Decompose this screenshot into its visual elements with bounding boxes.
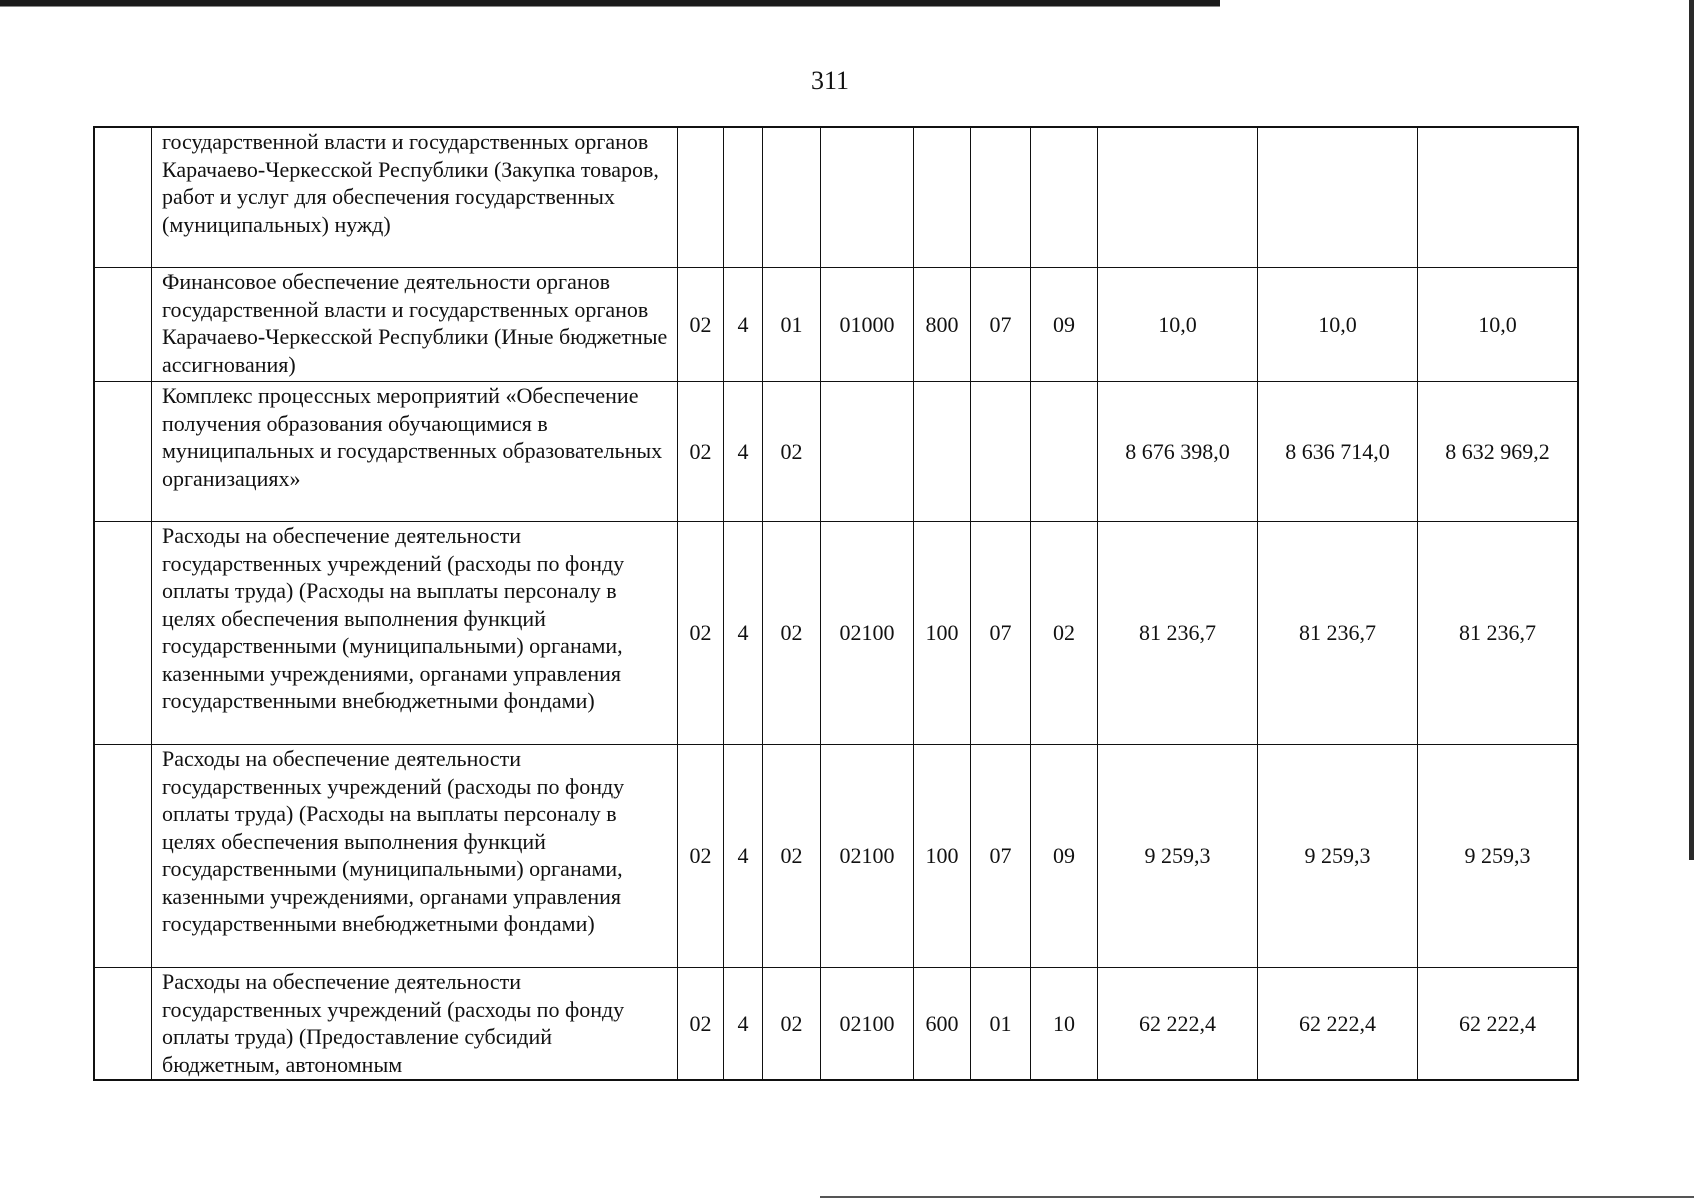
code-complex-cell: 02: [763, 522, 821, 745]
code-expense-type-cell: [914, 127, 971, 268]
amount-cell-2: 10,0: [1258, 268, 1418, 382]
code-direction-cell: [821, 382, 914, 522]
code-type-cell: 4: [724, 382, 763, 522]
amount-cell-3: [1418, 127, 1579, 268]
code-section-cell: [971, 382, 1031, 522]
budget-table: [93, 126, 1579, 1081]
row-name-cell: Расходы на обеспечение деятельности государственных учреждений (расходы по фонду оплаты труда) (Предоставление субсидий бюджетным, автономным: [152, 968, 678, 1081]
code-complex-cell: 02: [763, 745, 821, 968]
code-expense-type-cell: 800: [914, 268, 971, 382]
code-section-cell: 07: [971, 268, 1031, 382]
amount-cell-3: 10,0: [1418, 268, 1579, 382]
code-direction-cell: 02100: [821, 745, 914, 968]
row-index-cell: [94, 382, 152, 522]
code-subsection-cell: 09: [1031, 268, 1098, 382]
code-expense-type-cell: 100: [914, 522, 971, 745]
amount-cell-3: 62 222,4: [1418, 968, 1579, 1081]
row-index-cell: [94, 745, 152, 968]
code-program-cell: 02: [678, 268, 724, 382]
scan-edge-top: [0, 0, 1220, 6]
code-direction-cell: 02100: [821, 522, 914, 745]
row-name-cell: Финансовое обеспечение деятельности органов государственной власти и государственных органов Карачаево-Черкесской Республики (Иные бюджетные ассигнования): [152, 268, 678, 382]
code-section-cell: 07: [971, 522, 1031, 745]
amount-cell-2: 8 636 714,0: [1258, 382, 1418, 522]
code-program-cell: [678, 127, 724, 268]
row-name-cell: Расходы на обеспечение деятельности государственных учреждений (расходы по фонду оплаты труда) (Расходы на выплаты персоналу в целях обеспечения выполнения функций государственными (муниципальными) органами, казенными учреждениями, органами управления государственными внебюджетными фондами): [152, 745, 678, 968]
code-program-cell: 02: [678, 968, 724, 1081]
row-name-cell: государственной власти и государственных органов Карачаево-Черкесской Республики (Закупка товаров, работ и услуг для обеспечения государственных (муниципальных) нужд): [152, 127, 678, 268]
code-subsection-cell: [1031, 382, 1098, 522]
code-type-cell: [724, 127, 763, 268]
code-complex-cell: [763, 127, 821, 268]
table-row: [94, 127, 1578, 268]
amount-cell-1: 10,0: [1098, 268, 1258, 382]
row-name-cell: Расходы на обеспечение деятельности государственных учреждений (расходы по фонду оплаты труда) (Расходы на выплаты персоналу в целях обеспечения выполнения функций государственными (муниципальными) органами, казенными учреждениями, органами управления государственными внебюджетными фондами): [152, 522, 678, 745]
page-number: 311: [810, 66, 850, 95]
row-index-cell: [94, 968, 152, 1081]
code-direction-cell: 01000: [821, 268, 914, 382]
code-complex-cell: 02: [763, 382, 821, 522]
amount-cell-3: 9 259,3: [1418, 745, 1579, 968]
code-expense-type-cell: 600: [914, 968, 971, 1081]
amount-cell-1: 62 222,4: [1098, 968, 1258, 1081]
code-type-cell: 4: [724, 268, 763, 382]
row-name-cell: Комплекс процессных мероприятий «Обеспечение получения образования обучающимися в муниципальных и государственных образовательных организациях»: [152, 382, 678, 522]
code-complex-cell: 02: [763, 968, 821, 1081]
row-index-cell: [94, 522, 152, 745]
table-row: [94, 382, 1578, 522]
code-section-cell: 01: [971, 968, 1031, 1081]
code-expense-type-cell: 100: [914, 745, 971, 968]
amount-cell-3: 8 632 969,2: [1418, 382, 1579, 522]
scan-edge-bottom: [820, 1196, 1694, 1198]
code-subsection-cell: 02: [1031, 522, 1098, 745]
table-row: [94, 268, 1578, 382]
amount-cell-1: 8 676 398,0: [1098, 382, 1258, 522]
table-row: [94, 745, 1578, 968]
code-direction-cell: [821, 127, 914, 268]
code-program-cell: 02: [678, 522, 724, 745]
amount-cell-1: 9 259,3: [1098, 745, 1258, 968]
amount-cell-3: 81 236,7: [1418, 522, 1579, 745]
table-row: [94, 968, 1578, 1081]
code-expense-type-cell: [914, 382, 971, 522]
code-type-cell: 4: [724, 968, 763, 1081]
code-type-cell: 4: [724, 745, 763, 968]
code-subsection-cell: 10: [1031, 968, 1098, 1081]
code-section-cell: 07: [971, 745, 1031, 968]
code-direction-cell: 02100: [821, 968, 914, 1081]
code-subsection-cell: [1031, 127, 1098, 268]
scan-edge-right: [1689, 0, 1694, 860]
amount-cell-2: 81 236,7: [1258, 522, 1418, 745]
amount-cell-1: 81 236,7: [1098, 522, 1258, 745]
code-subsection-cell: 09: [1031, 745, 1098, 968]
code-section-cell: [971, 127, 1031, 268]
row-index-cell: [94, 268, 152, 382]
table-row: [94, 522, 1578, 745]
code-program-cell: 02: [678, 745, 724, 968]
amount-cell-2: [1258, 127, 1418, 268]
code-type-cell: 4: [724, 522, 763, 745]
amount-cell-2: 9 259,3: [1258, 745, 1418, 968]
code-complex-cell: 01: [763, 268, 821, 382]
code-program-cell: 02: [678, 382, 724, 522]
row-index-cell: [94, 127, 152, 268]
amount-cell-1: [1098, 127, 1258, 268]
amount-cell-2: 62 222,4: [1258, 968, 1418, 1081]
